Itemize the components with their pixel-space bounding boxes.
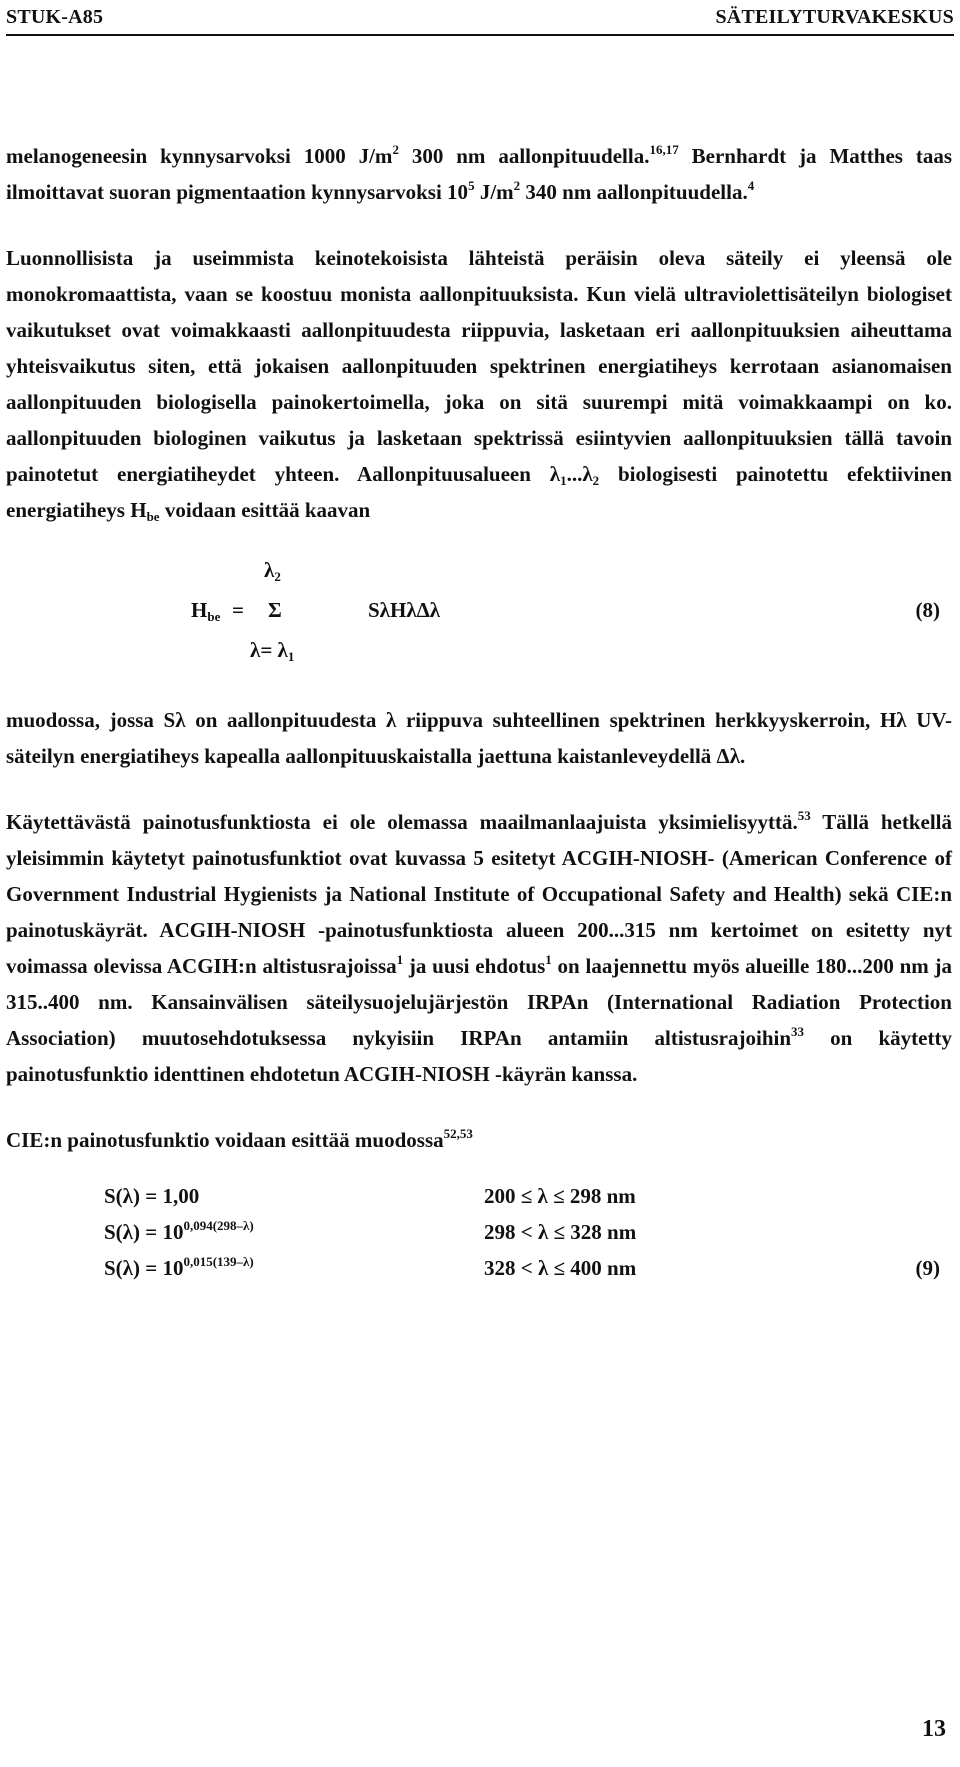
equation-row <box>6 1184 952 1220</box>
paragraph-weighting-functions: Käytettävästä painotusfunktiosta ei ole olemassa maailmanlaajuista yksimielisyyttä.$^{53}$ Tällä hetkellä yleisimmin käytetyt painotusfunktiot ovat kuvassa 5 esitetyt ACGIH-NIOSH- (American Conference of Government Industrial Hygienists ja National Institute of Occupational Safety and Health) sekä CIE:n painotuskäyrät. ACGIH-NIOSH -painotusfunktiosta alueen 200...315 nm kertoimet on esitetty nyt voimassa olevissa ACGIH:n altistusrajoissa$^1$ ja uusi ehdotus$^1$ on laajennettu myös alueille 180...200 nm ja 315..400 nm. Kansainvälisen säteilysuojelujärjestön IRPAn (International Radiation Protection Association) muutosehdotuksessa nykyisiin IRPAn antamiin altistusrajoihin$^{33}$ on käytetty painotusfunktio identtinen ehdotetun ACGIH-NIOSH -käyrän kanssa. <box>6 808 953 1086</box>
equation-lhs: $H_{be}$ <box>191 598 221 624</box>
citation-ref: 1 <box>545 952 552 967</box>
equation-9 <box>6 1184 952 1304</box>
paragraph-weighting-principle: Luonnollisista ja useimmista keinotekoisista lähteistä peräisin oleva säteily ei yleensä ole monokromaattista, vaan se koostuu monista aallonpituuksista. Kun vielä ultraviolettisäteilyn biologiset vaikutukset ovat voimakkaasti aallonpituudesta riippuvia, lasketaan eri aallonpituuksien aiheuttama yhteisvaikutus siten, että jokaisen aallonpituuden spektrinen energiatiheys kerrotaan asianomaisen aallonpituuden biologisella painokertoimella, joka on sitä suurempi mitä voimakkaampi on ko. aallonpituuden biologinen vaikutus ja lasketaan spektrissä esiintyvien aallonpituuksien tällä tavoin painotetut energiatiheydet yhteen. Aallonpituusalueen $\lambda_1...\lambda_2$ biologisesti painotettu efektiivinen energiatiheys $H_{be}$ voidaan esittää kaavan <box>6 246 952 524</box>
header-organization: SÄTEILYTURVAKESKUS <box>715 6 954 28</box>
running-header <box>6 4 954 36</box>
paragraph-cie-intro: CIE:n painotusfunktio voidaan esittää muodossa$^{52,53}$ <box>6 1126 473 1152</box>
citation-ref: 33 <box>791 1024 805 1039</box>
equation-number: (8) <box>915 598 940 622</box>
citation-ref: 4 <box>747 178 755 193</box>
piecewise-formula: $S(\lambda) = 10^{0,015(139-\lambda)}$ <box>104 1254 254 1280</box>
piecewise-range: 200 ≤ λ ≤ 298 nm <box>484 1184 636 1208</box>
sum-lower-limit: $\lambda= \lambda_1$ <box>250 638 295 664</box>
header-report-code: STUK-A85 <box>6 6 104 28</box>
equation-row <box>6 1256 952 1292</box>
sigma-symbol: Σ <box>268 598 282 622</box>
equation-row <box>6 1220 952 1256</box>
summand: SλHλΔλ <box>368 598 441 622</box>
equals-sign: = <box>232 598 244 622</box>
piecewise-formula: $S(\lambda) = 10^{0,094(298-\lambda)}$ <box>104 1218 254 1244</box>
equation-8 <box>6 554 952 676</box>
citation-ref: 1 <box>396 952 404 967</box>
citation-ref: 53 <box>797 808 811 823</box>
body-content <box>6 138 952 1304</box>
page-number: 13 <box>922 1716 946 1742</box>
citation-ref: 16,17 <box>649 142 679 157</box>
equation-number: (9) <box>915 1256 940 1280</box>
piecewise-range: 298 < λ ≤ 328 nm <box>484 1220 637 1244</box>
piecewise-formula: S(λ) = 1,00 <box>104 1184 200 1208</box>
paragraph-symbol-definitions: muodossa, jossa Sλ on aallonpituudesta λ riippuva suhteellinen spektrinen herkkyyskerroin, Hλ UV-säteilyn energiatiheys kapealla aallonpituuskaistalla jaettuna kaistanleveydellä Δλ. <box>6 708 952 768</box>
paragraph-threshold-values: melanogeneesin kynnysarvoksi 1000 $J/m^2$ 300 nm aallonpituudella.$^{16,17}$ Bernhardt ja Matthes taas ilmoittavat suoran pigmentaation kynnysarvoksi $10^5$ $J/m^2$ 340 nm aallonpituudella.$^4$ <box>6 142 953 204</box>
citation-ref: 52,53 <box>443 1126 473 1141</box>
sum-upper-limit: $\lambda_2$ <box>264 558 281 584</box>
piecewise-range: 328 < λ ≤ 400 nm <box>484 1256 637 1280</box>
